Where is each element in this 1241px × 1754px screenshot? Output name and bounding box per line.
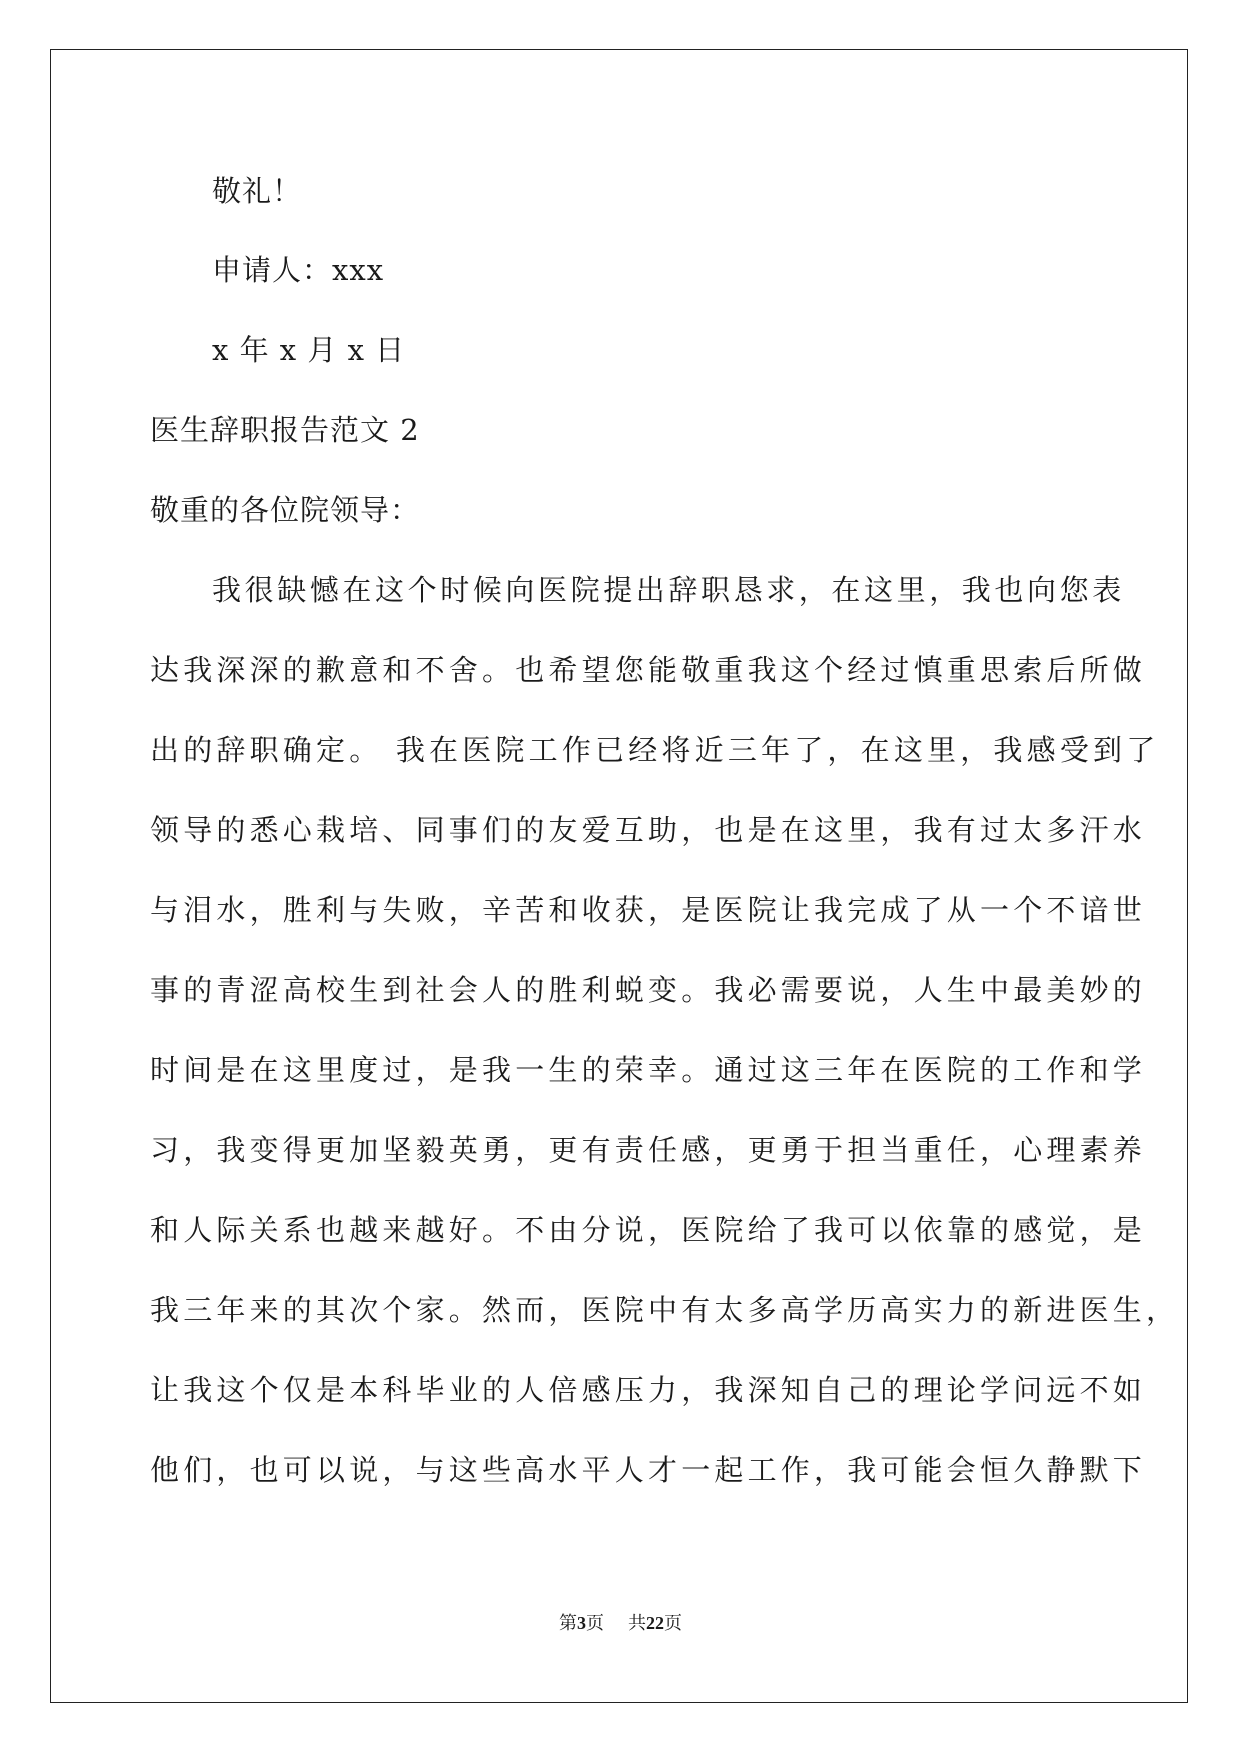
page-suffix: 页 [586, 1613, 604, 1634]
body-line: 我三年来的其次个家。然而，医院中有太多高学历高实力的新进医生， [150, 1293, 1180, 1327]
total-prefix: 共 [628, 1613, 646, 1634]
applicant-signature: 申请人：xxx [212, 253, 385, 287]
body-line: 出的辞职确定。 我在医院工作已经将近三年了，在这里，我感受到了 [150, 733, 1160, 767]
section-title: 医生辞职报告范文 2 [150, 413, 420, 447]
letter-date: x 年 x 月 x 日 [212, 333, 406, 367]
body-line: 达我深深的歉意和不舍。也希望您能敬重我这个经过慎重思索后所做 [150, 653, 1147, 687]
body-line: 习，我变得更加坚毅英勇，更有责任感，更勇于担当重任，心理素养 [150, 1133, 1147, 1167]
body-line: 事的青涩高校生到社会人的胜利蜕变。我必需要说，人生中最美妙的 [150, 973, 1147, 1007]
body-line: 和人际关系也越来越好。不由分说，医院给了我可以依靠的感觉，是 [150, 1213, 1147, 1247]
body-line: 他们，也可以说，与这些高水平人才一起工作，我可能会恒久静默下 [150, 1453, 1147, 1487]
page-total: 22 [646, 1613, 664, 1633]
page-current: 3 [577, 1613, 586, 1633]
body-line: 让我这个仅是本科毕业的人倍感压力，我深知自己的理论学问远不如 [150, 1373, 1147, 1407]
body-line: 时间是在这里度过，是我一生的荣幸。通过这三年在医院的工作和学 [150, 1053, 1147, 1087]
page-prefix: 第 [559, 1613, 577, 1634]
total-suffix: 页 [664, 1613, 682, 1634]
page-footer [0, 1611, 1241, 1636]
body-line: 与泪水，胜利与失败，辛苦和收获，是医院让我完成了从一个不谙世 [150, 893, 1147, 927]
letter-greeting: 敬重的各位院领导： [150, 493, 421, 527]
closing-salute: 敬礼！ [212, 174, 303, 208]
body-line: 我很缺憾在这个时候向医院提出辞职恳求，在这里，我也向您表 [212, 573, 1125, 607]
body-line: 领导的悉心栽培、同事们的友爱互助，也是在这里，我有过太多汗水 [150, 813, 1147, 847]
